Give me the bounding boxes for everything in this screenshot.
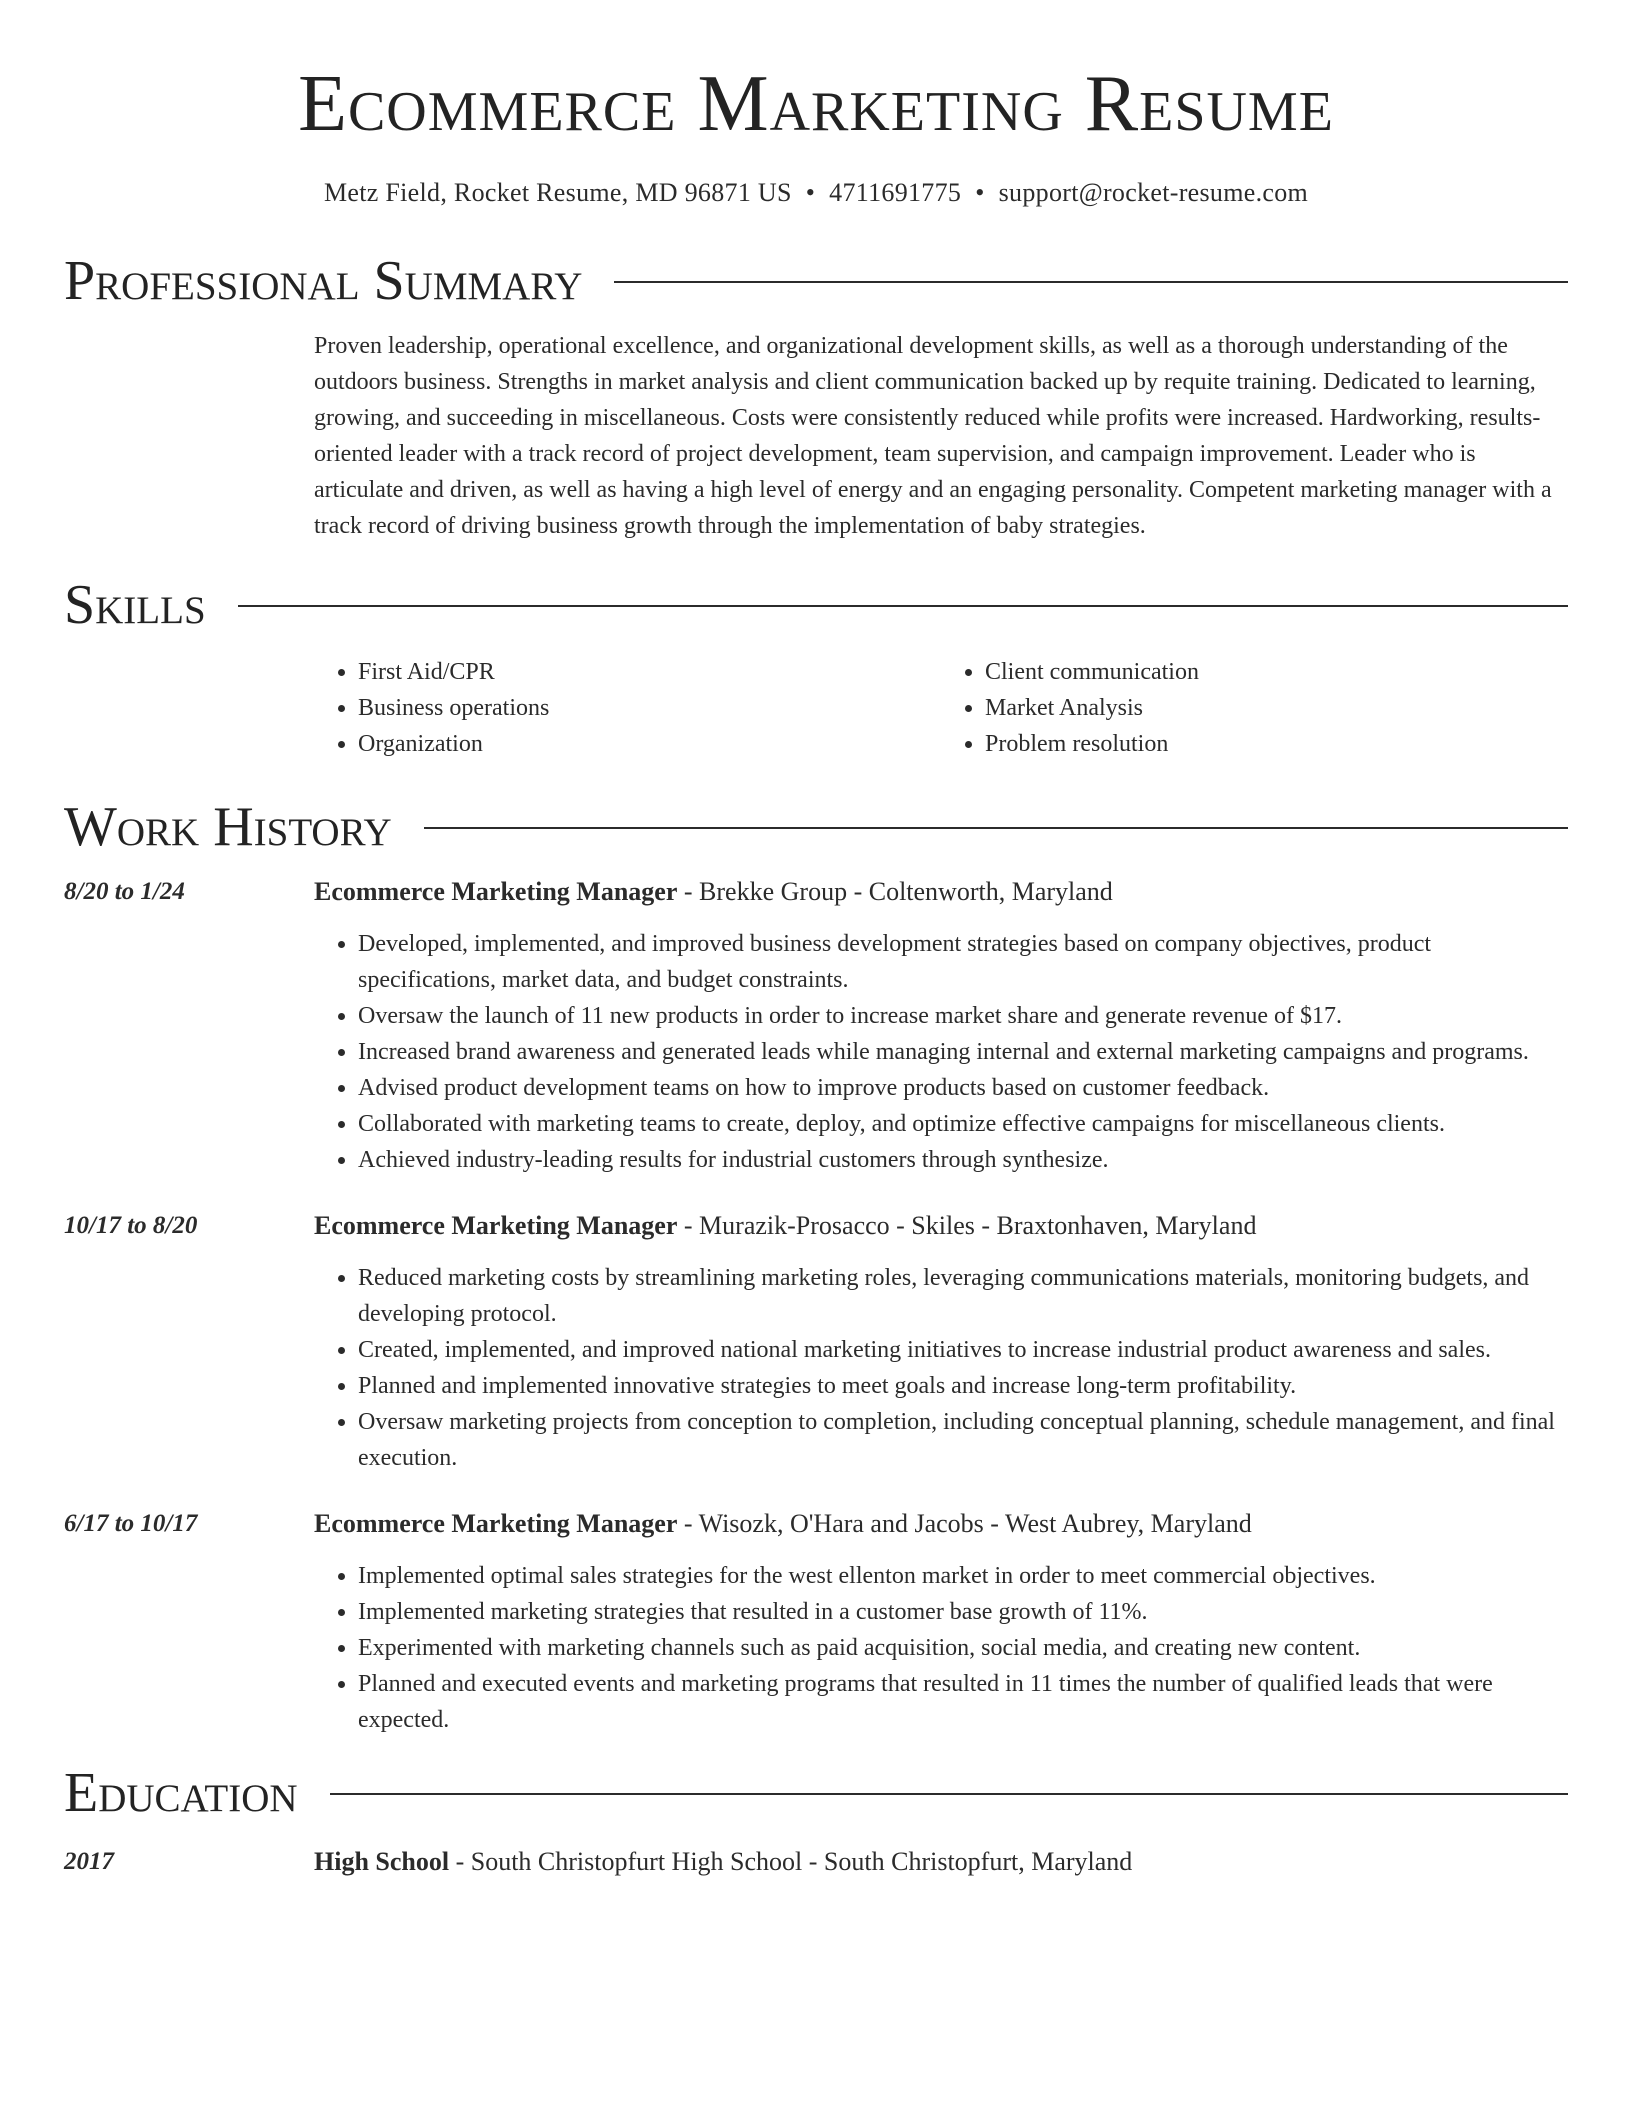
job-bullet: • Planned and executed events and marketing programs that resulted in 11 times the number of qualified leads that were expected. <box>358 1666 1568 1738</box>
job-entry <box>64 1506 1568 1738</box>
job-bullet: • Advised product development teams on how to improve products based on customer feedback. <box>358 1070 1568 1106</box>
job-dates: 8/20 to 1/24 <box>64 878 185 905</box>
skill-item: • Problem resolution <box>985 726 1568 762</box>
job-bullet: • Collaborated with marketing teams to create, deploy, and optimize effective campaigns for miscellaneous clients. <box>358 1106 1568 1142</box>
contact-line <box>64 176 1568 210</box>
education-section-header <box>64 1762 1568 1824</box>
job-bullet: • Oversaw the launch of 11 new products in order to increase market share and generate revenue of $17. <box>358 998 1568 1034</box>
job-bullet: • Created, implemented, and improved national marketing initiatives to increase industrial product awareness and sales. <box>358 1332 1568 1368</box>
job-entry <box>64 1208 1568 1476</box>
job-header <box>64 1208 1568 1244</box>
job-bullet: • Reduced marketing costs by streamlining marketing roles, leveraging communications materials, monitoring budgets, and developing protocol. <box>358 1260 1568 1332</box>
section-divider <box>424 827 1568 829</box>
section-divider <box>238 605 1568 607</box>
job-details: - Brekke Group - Coltenworth, Maryland <box>677 877 1113 906</box>
job-heading <box>314 874 1113 910</box>
job-bullet: • Developed, implemented, and improved business development strategies based on company objectives, product specifications, market data, and budget constraints. <box>358 926 1568 998</box>
contact-separator: • <box>805 178 816 207</box>
job-bullet: • Oversaw marketing projects from conception to completion, including conceptual planning, schedule management, and final execution. <box>358 1404 1568 1476</box>
section-divider <box>614 281 1568 283</box>
education-year: 2017 <box>64 1848 114 1875</box>
job-heading <box>314 1208 1256 1244</box>
contact-email: support@rocket-resume.com <box>998 178 1309 207</box>
job-title: Ecommerce Marketing Manager <box>314 877 678 906</box>
job-bullets <box>314 1260 1568 1476</box>
skills-column-right <box>941 654 1568 762</box>
summary-section-header <box>64 250 1568 312</box>
job-title: Ecommerce Marketing Manager <box>314 1509 678 1538</box>
job-bullet: • Implemented optimal sales strategies for the west ellenton market in order to meet commercial objectives. <box>358 1558 1568 1594</box>
summary-text: Proven leadership, operational excellence, and organizational development skills, as well as a thorough understanding of the outdoors business. Strengths in market analysis and client communication backed up by requite training. Dedicated to learning, growing, and succeeding in miscellaneous. Costs were consistently reduced while profits were increased. Hardworking, results-oriented leader with a track record of project development, team supervision, and campaign improvement. Leader who is articulate and driven, as well as having a high level of energy and an engaging personality. Competent marketing manager with a track record of driving business growth through the implementation of baby strategies. <box>314 333 1552 539</box>
skills-section-header <box>64 574 1568 636</box>
job-header <box>64 874 1568 910</box>
job-bullet: • Planned and implemented innovative strategies to meet goals and increase long-term profitability. <box>358 1368 1568 1404</box>
section-divider <box>330 1793 1568 1795</box>
education-details: - South Christopfurt High School - South Christopfurt, Maryland <box>449 1847 1133 1876</box>
skill-item: • Client communication <box>985 654 1568 690</box>
skills-list <box>314 654 1568 762</box>
job-header <box>64 1506 1568 1542</box>
job-bullet: • Increased brand awareness and generated leads while managing internal and external marketing campaigns and programs. <box>358 1034 1568 1070</box>
education-heading-line <box>314 1844 1132 1880</box>
skill-item: • Organization <box>358 726 941 762</box>
job-heading <box>314 1506 1252 1542</box>
contact-separator: • <box>975 178 985 207</box>
resume-title: Ecommerce Marketing Resume <box>298 60 1334 148</box>
contact-phone: 4711691775 <box>829 178 962 207</box>
work-section-header <box>64 796 1568 858</box>
job-bullet: • Achieved industry-leading results for industrial customers through synthesize. <box>358 1142 1568 1178</box>
skills-heading: Skills <box>64 574 206 636</box>
resume-page <box>64 0 1568 1880</box>
job-dates: 6/17 to 10/17 <box>64 1510 198 1537</box>
job-title: Ecommerce Marketing Manager <box>314 1211 678 1240</box>
job-details: - Wisozk, O'Hara and Jacobs - West Aubrey, Maryland <box>677 1509 1252 1538</box>
skills-column-left <box>314 654 941 762</box>
summary-heading: Professional Summary <box>64 250 583 312</box>
job-bullets <box>314 1558 1568 1738</box>
job-bullets <box>314 926 1568 1178</box>
job-entry <box>64 874 1568 1178</box>
job-details: - Murazik-Prosacco - Skiles - Braxtonhaven, Maryland <box>677 1211 1257 1240</box>
education-entry <box>64 1844 1568 1880</box>
education-degree: High School <box>314 1847 450 1876</box>
education-heading: Education <box>64 1762 298 1824</box>
contact-address: Metz Field, Rocket Resume, MD 96871 US <box>323 178 792 207</box>
work-heading: Work History <box>64 796 392 858</box>
job-bullet: • Implemented marketing strategies that resulted in a customer base growth of 11%. <box>358 1594 1568 1630</box>
job-dates: 10/17 to 8/20 <box>64 1212 198 1239</box>
job-bullet: • Experimented with marketing channels such as paid acquisition, social media, and creating new content. <box>358 1630 1568 1666</box>
skill-item: • Business operations <box>358 690 941 726</box>
skill-item: • Market Analysis <box>985 690 1568 726</box>
skill-item: • First Aid/CPR <box>358 654 941 690</box>
